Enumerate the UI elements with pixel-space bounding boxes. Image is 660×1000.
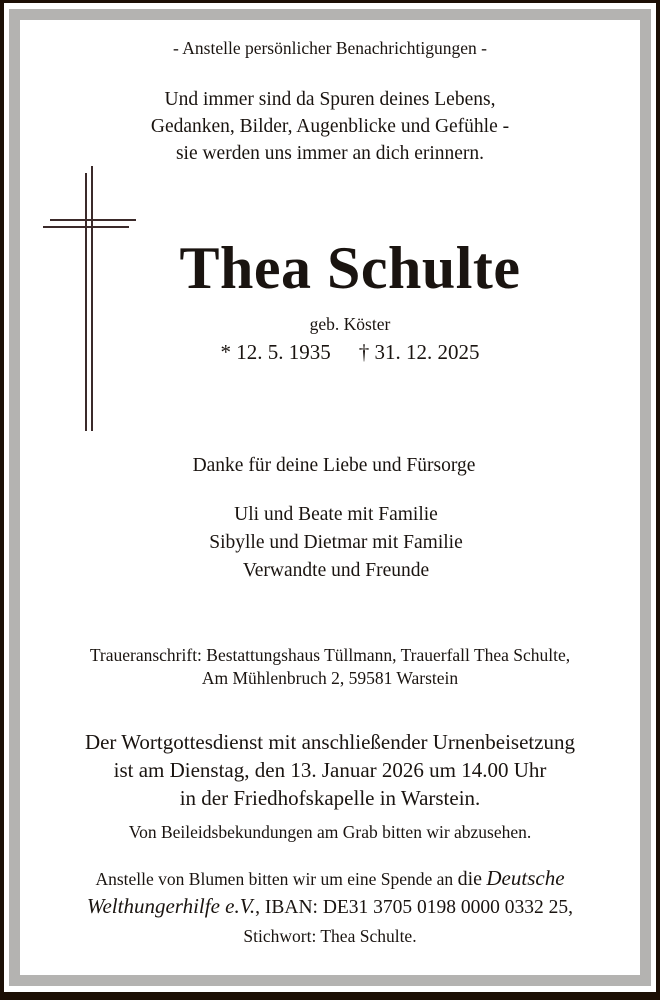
header-notice: - Anstelle persönlicher Benachrichtigungen - — [173, 38, 487, 58]
donation-text: Anstelle von Blumen bitten wir um eine Spende an — [95, 869, 454, 889]
mourner-1: Uli und Beate mit Familie — [234, 504, 438, 525]
donation-iban: , IBAN: DE31 3705 0198 0000 0332 25, — [255, 897, 574, 918]
poem-line-3: sie werden uns immer an dich erinnern. — [175, 143, 485, 164]
birth-name: geb. Köster — [309, 314, 391, 334]
service-line-3: in der Friedhofskapelle in Warstein. — [179, 786, 481, 810]
donation-org-part-1: Deutsche — [486, 866, 565, 890]
address-line-2: Am Mühlenbruch 2, 59581 Warstein — [201, 668, 459, 688]
mourner-2: Sibylle und Dietmar mit Familie — [209, 532, 463, 553]
deceased-name: Thea Schulte — [179, 235, 521, 301]
donation-keyword: Stichwort: Thea Schulte. — [243, 926, 417, 946]
donation-line-1 — [0, 866, 660, 891]
donation-org-part-2: Welthungerhilfe e.V. — [86, 894, 256, 918]
address-line-1: Traueranschrift: Bestattungshaus Tüllmann, Trauerfall Thea Schulte, — [89, 645, 571, 665]
death-date: † 31. 12. 2025 — [358, 340, 480, 364]
donation-line-2 — [0, 894, 660, 919]
thanks-line: Danke für deine Liebe und Fürsorge — [192, 455, 476, 476]
birth-date: * 12. 5. 1935 — [220, 340, 331, 364]
mourner-3: Verwandte und Freunde — [242, 560, 430, 581]
life-dates — [20, 340, 660, 365]
condolence-note: Von Beileidsbekundungen am Grab bitten wir abzusehen. — [128, 822, 532, 842]
service-line-2: ist am Dienstag, den 13. Januar 2026 um 14.00 Uhr — [113, 758, 547, 782]
service-line-1: Der Wortgottesdienst mit anschließender Urnenbeisetzung — [84, 730, 576, 754]
donation-die: die — [457, 868, 482, 890]
poem-line-1: Und immer sind da Spuren deines Lebens, — [164, 89, 496, 110]
poem-line-2: Gedanken, Bilder, Augenblicke und Gefühle - — [150, 116, 510, 137]
